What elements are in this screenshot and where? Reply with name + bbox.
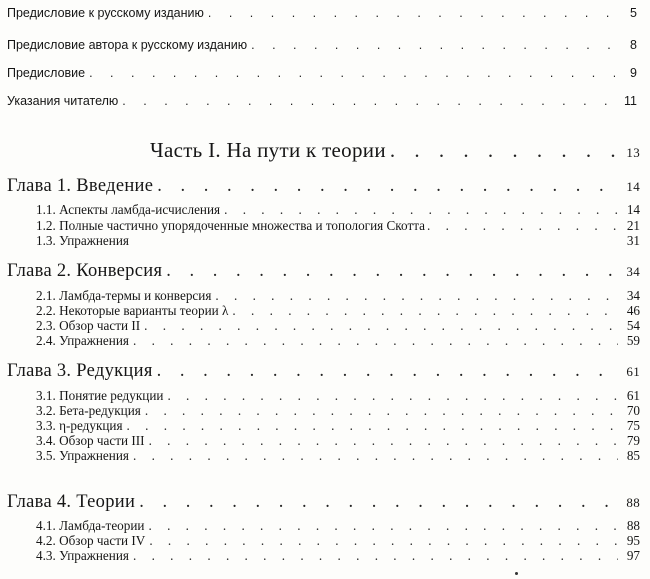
section-number: 1.2.: [36, 218, 56, 233]
toc-section[interactable]: [36, 418, 640, 434]
print-speck: [515, 572, 518, 575]
section-page: 97: [626, 548, 640, 563]
toc-entry-front[interactable]: [7, 66, 637, 80]
section-page: 85: [626, 448, 640, 463]
entry-page: 5: [630, 6, 637, 20]
section-number: 3.4.: [36, 433, 56, 448]
toc-section[interactable]: [36, 288, 640, 304]
section-number: 2.2.: [36, 303, 56, 318]
chapter-page: 88: [626, 495, 640, 510]
toc-chapter[interactable]: [7, 176, 640, 197]
dot-leader: [427, 218, 620, 234]
entry-title: Предисловие: [7, 66, 86, 80]
toc-section[interactable]: [36, 318, 640, 334]
section-number: 4.3.: [36, 548, 56, 563]
section-page: 61: [626, 388, 640, 403]
section-page: 21: [626, 218, 640, 233]
section-page: 34: [626, 288, 640, 303]
dot-leader: [149, 533, 618, 549]
chapter-page: 34: [626, 264, 640, 279]
dot-leader: [133, 333, 618, 349]
toc-section[interactable]: [36, 218, 640, 234]
toc-section[interactable]: [36, 303, 640, 319]
dot-leader: [145, 403, 618, 419]
dot-leader: [133, 548, 618, 564]
section-number: 3.3.: [36, 418, 56, 433]
dot-leader: [148, 518, 618, 534]
section-title: Полные частично упорядоченные множества и топология Скотта: [59, 218, 426, 233]
part-title: Часть I. На пути к теории: [150, 138, 386, 162]
toc-section[interactable]: [36, 233, 640, 249]
section-number: 2.4.: [36, 333, 56, 348]
section-page: 59: [626, 333, 640, 348]
toc-section[interactable]: [36, 548, 640, 564]
toc-part-heading[interactable]: [150, 138, 640, 163]
dot-leader: [122, 94, 615, 108]
dot-leader: [144, 318, 618, 334]
dot-leader: [139, 492, 618, 513]
section-page: 70: [626, 403, 640, 418]
section-number: 4.2.: [36, 533, 56, 548]
dot-leader: [167, 388, 618, 404]
section-number: 2.1.: [36, 288, 56, 303]
toc-section[interactable]: [36, 433, 640, 449]
dot-leader: [127, 418, 618, 434]
dot-leader: [251, 38, 615, 52]
chapter-title: Глава 2. Конверсия: [7, 261, 163, 281]
dot-leader: [157, 361, 618, 382]
chapter-page: 14: [626, 179, 640, 194]
chapter-title: Глава 1. Введение: [7, 176, 154, 196]
section-number: 3.5.: [36, 448, 56, 463]
toc-entry-front[interactable]: [7, 6, 637, 20]
section-page: 31: [626, 233, 640, 248]
toc-chapter[interactable]: [7, 361, 640, 382]
section-title: Упражнения: [59, 333, 129, 348]
chapter-title: Глава 3. Редукция: [7, 361, 153, 381]
section-number: 3.2.: [36, 403, 56, 418]
toc-section[interactable]: [36, 202, 640, 218]
entry-title: Указания читателю: [7, 94, 119, 108]
toc-section[interactable]: [36, 533, 640, 549]
section-title: Некоторые варианты теории λ: [59, 303, 229, 318]
toc-entry-front[interactable]: [7, 38, 637, 52]
section-page: 75: [626, 418, 640, 433]
toc-entry-front[interactable]: [7, 94, 637, 108]
section-title: Ламбда-термы и конверсия: [59, 288, 212, 303]
toc-section[interactable]: [36, 333, 640, 349]
entry-title: Предисловие автора к русскому изданию: [7, 38, 248, 52]
dot-leader: [157, 176, 618, 197]
entry-page: 9: [630, 66, 637, 80]
toc-chapter[interactable]: [7, 492, 640, 513]
section-title: Обзор части III: [59, 433, 145, 448]
toc-section[interactable]: [36, 518, 640, 534]
section-number: 1.1.: [36, 202, 56, 217]
dot-leader: [208, 6, 615, 20]
section-number: 3.1.: [36, 388, 56, 403]
section-title: Упражнения: [59, 233, 129, 248]
dot-leader: [149, 433, 618, 449]
section-number: 1.3.: [36, 233, 56, 248]
part-page: 13: [626, 145, 640, 160]
entry-title: Предисловие к русскому изданию: [7, 6, 204, 20]
dot-leader: [390, 138, 618, 163]
section-page: 54: [626, 318, 640, 333]
section-title: Обзор части IV: [59, 533, 146, 548]
section-title: Бета-редукция: [59, 403, 141, 418]
chapter-page: 61: [626, 364, 640, 379]
section-title: Понятие редукции: [59, 388, 164, 403]
section-page: 88: [626, 518, 640, 533]
section-title: Ламбда-теории: [59, 518, 145, 533]
dot-leader: [89, 66, 615, 80]
section-title: η-редукция: [59, 418, 123, 433]
section-page: 14: [626, 202, 640, 217]
entry-page: 8: [630, 38, 637, 52]
section-page: 46: [626, 303, 640, 318]
entry-page: 11: [624, 94, 637, 108]
toc-section[interactable]: [36, 388, 640, 404]
toc-section[interactable]: [36, 403, 640, 419]
chapter-title: Глава 4. Теории: [7, 492, 136, 512]
section-title: Аспекты ламбда-исчисления: [59, 202, 221, 217]
dot-leader: [166, 261, 618, 282]
dot-leader: [215, 288, 618, 304]
section-page: 79: [626, 433, 640, 448]
dot-leader: [133, 448, 618, 464]
section-number: 4.1.: [36, 518, 56, 533]
toc-section[interactable]: [36, 448, 640, 464]
section-title: Упражнения: [59, 548, 129, 563]
section-number: 2.3.: [36, 318, 56, 333]
toc-chapter[interactable]: [7, 261, 640, 282]
section-title: Упражнения: [59, 448, 129, 463]
dot-leader: [232, 303, 618, 319]
section-title: Обзор части II: [59, 318, 141, 333]
section-page: 95: [626, 533, 640, 548]
dot-leader: [224, 202, 618, 218]
